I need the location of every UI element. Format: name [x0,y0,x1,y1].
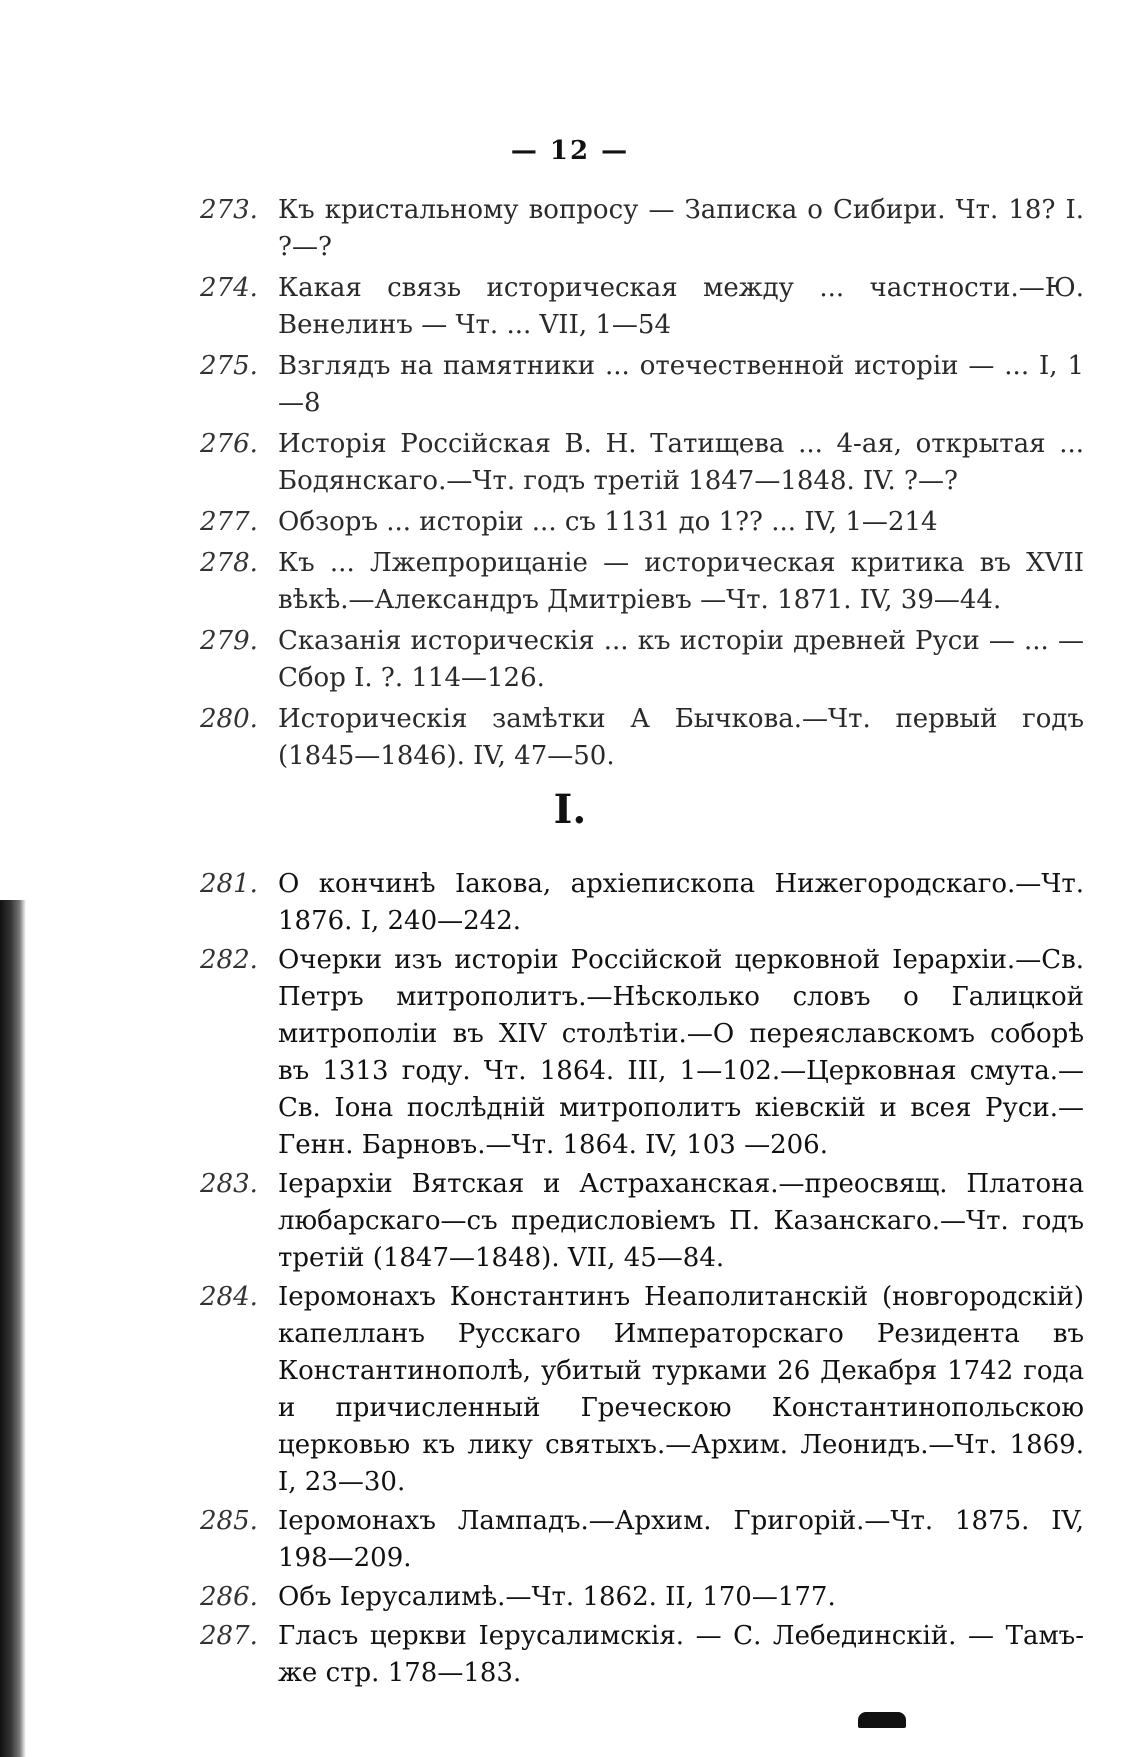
entry-276 [200,426,1084,500]
entry-number: 286. [200,1582,258,1612]
entry-number: 287. [200,1621,258,1651]
entry-text: Объ Іерусалимѣ.—Чт. 1862. II, 170—177. [278,1582,836,1612]
section-heading: I. [553,786,587,833]
entry-275 [200,348,1084,422]
entry-number: 284. [200,1282,258,1312]
entry-number: 283. [200,1169,258,1199]
entry-274 [200,270,1084,344]
entry-281 [200,866,1084,940]
entry-text: Исторія Россійская В. Н. Татищева ... 4-ая, открытая ... Бодянскаго.—Чт. годъ третій 1847—1848. IV. ?—? [278,429,1084,496]
entry-284 [200,1279,1084,1501]
entry-text: Іерархіи Вятская и Астраханская.—преосвящ. Платона любарскаго—съ предисловіемъ П. Казанскаго.—Чт. годъ третій (1847—1848). VII, 45—84. [278,1169,1084,1273]
entry-number: 275. [200,351,258,381]
entry-277 [200,504,1084,541]
entry-number: 285. [200,1506,258,1536]
entry-text: О кончинѣ Іакова, архіепископа Нижегородскаго.—Чт. 1876. I, 240—242. [278,869,1084,936]
entry-number: 279. [200,626,258,656]
entry-278 [200,545,1084,619]
entry-text: Къ ... Лжепрорицаніе — историческая критика въ XVII вѣкѣ.—Александръ Дмитріевъ —Чт. 1871. IV, 39—44. [278,548,1084,615]
entry-number: 274. [200,273,258,303]
entry-text: Гласъ церкви Іерусалимскія. — С. Лебединскій. — Тамъ-же стр. 178—183. [278,1621,1084,1688]
entry-286 [200,1579,1084,1616]
entry-text: Іеромонахъ Константинъ Неаполитанскій (новгородскій) капелланъ Русскаго Императорскаго Резидента въ Константинополѣ, убитый турками 26 Декабря 1742 года и причисленный Греческою Константинопольскою церковью къ лику святыхъ.—Архим. Леонидъ.—Чт. 1869. I, 23—30. [278,1282,1084,1497]
entry-number: 280. [200,704,258,734]
entry-text: Историческія замѣтки А Бычкова.—Чт. первый годъ (1845—1846). IV, 47—50. [278,704,1084,771]
entries-before-section [200,192,1084,775]
entry-text: Къ кристальному вопросу — Записка о Сибири. Чт. 18? I. ?—? [278,195,1084,262]
entry-number: 276. [200,429,258,459]
entry-number: 282. [200,945,258,975]
entry-number: 281. [200,869,258,899]
entry-text: Какая связь историческая между ... частности.—Ю. Венелинъ — Чт. ... VII, 1—54 [278,273,1084,340]
entries-section-i [200,866,1084,1692]
entry-number: 273. [200,195,258,225]
entry-282 [200,942,1084,1164]
entry-text: Сказанія историческія ... къ исторіи древней Руси — ... — Сбор I. ?. 114—126. [278,626,1084,693]
entry-text: Обзоръ ... исторіи ... съ 1131 до 1?? ... IV, 1—214 [278,507,938,537]
entry-text: Очерки изъ исторіи Россійской церковной Іерархіи.—Св. Петръ митрополитъ.—Нѣсколько словъ о Галицкой митрополіи въ XIV столѣтіи.—О переяславскомъ соборѣ въ 1313 году. Чт. 1864. III, 1—102.—Церковная смута.—Св. Іона послѣдній митрополитъ кіевскій и всея Руси.—Генн. Барновъ.—Чт. 1864. IV, 103 —206. [278,945,1084,1160]
entry-273 [200,192,1084,266]
entry-number: 277. [200,507,258,537]
entry-text: Взглядъ на памятники ... отечественной исторіи — ... I, 1—8 [278,351,1084,418]
entry-279 [200,623,1084,697]
entry-287 [200,1618,1084,1692]
entry-number: 278. [200,548,258,578]
ink-blot-mark [858,1712,906,1728]
entry-text: Іеромонахъ Лампадъ.—Архим. Григорій.—Чт. 1875. IV, 198—209. [278,1506,1084,1573]
entry-280 [200,701,1084,775]
scan-edge-shadow [0,900,26,1757]
entry-283 [200,1166,1084,1277]
page-number: — 12 — [510,136,630,166]
entry-285 [200,1503,1084,1577]
